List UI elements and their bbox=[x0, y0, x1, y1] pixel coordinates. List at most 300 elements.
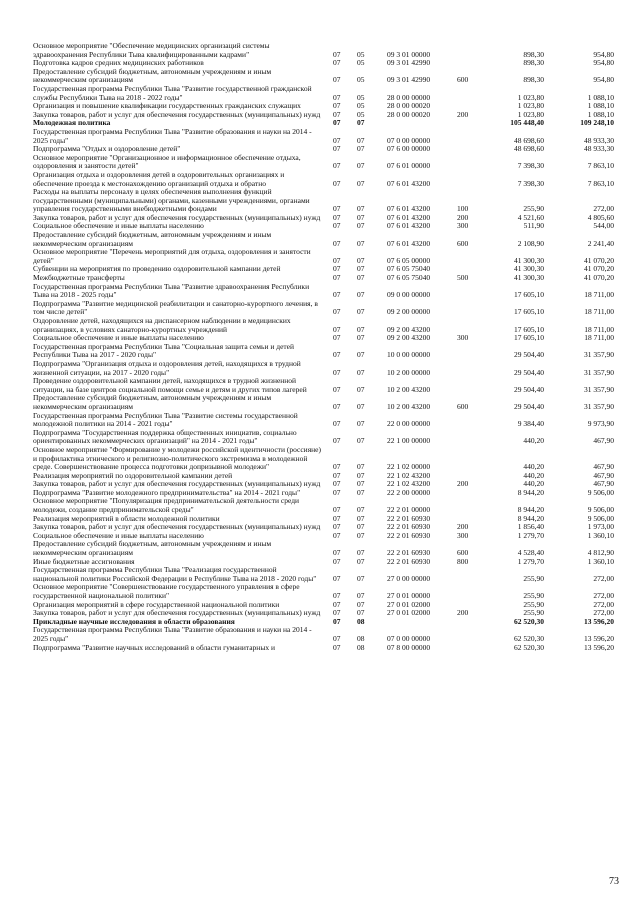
row-expense-type: 200 bbox=[457, 479, 469, 489]
row-expense-type bbox=[457, 128, 483, 145]
row-amount-year-1: 62 520,30 bbox=[514, 616, 544, 626]
row-amount-year-2: 31 357,90 bbox=[584, 401, 614, 411]
row-target-article: 22 2 01 60930 bbox=[387, 556, 431, 566]
row-amount-year-1: 7 398,30 bbox=[517, 161, 544, 171]
table-row bbox=[33, 497, 614, 514]
row-amount-year-1: 898,30 bbox=[523, 49, 544, 59]
row-target-article: 07 0 00 00000 bbox=[387, 135, 431, 145]
row-section-code: 07 bbox=[333, 135, 341, 145]
table-row bbox=[33, 188, 614, 214]
row-target-article: 22 1 02 43200 bbox=[387, 479, 431, 489]
row-section-code: 07 bbox=[333, 75, 341, 85]
row-amount-year-2: 467,90 bbox=[593, 470, 614, 480]
row-amount-year-2: 954,80 bbox=[593, 58, 614, 68]
row-subsection-code: 08 bbox=[357, 633, 365, 643]
row-target-article bbox=[387, 119, 457, 128]
table-row bbox=[33, 583, 614, 600]
row-subsection-code: 07 bbox=[357, 462, 365, 472]
row-expense-type bbox=[457, 317, 483, 334]
row-name: Организация отдыха и оздоровления детей в оздоровительных организациях и обеспечение проезда к местонахождению организаций отдыха и обратно bbox=[33, 169, 285, 188]
row-name: Государственная программа Республики Тыва "Социальная защита семьи и детей Республики Тыва на 2017 - 2020 годы" bbox=[33, 341, 295, 360]
row-expense-type: 600 bbox=[457, 548, 469, 558]
row-expense-type: 600 bbox=[457, 75, 469, 85]
row-amount-year-2: 1 360,10 bbox=[587, 530, 614, 540]
row-amount-year-2: 272,00 bbox=[593, 573, 614, 583]
row-section-code: 07 bbox=[333, 367, 341, 377]
row-name: Организация мероприятий в сфере государственной национальной политики bbox=[33, 599, 280, 609]
row-expense-type bbox=[457, 412, 483, 429]
row-amount-year-2: 1 360,10 bbox=[587, 556, 614, 566]
row-expense-type: 300 bbox=[457, 530, 469, 540]
table-row bbox=[33, 171, 614, 188]
row-expense-type bbox=[457, 429, 483, 446]
row-name: Межбюджетные трансферты bbox=[33, 273, 125, 283]
row-target-article: 07 6 01 43200 bbox=[387, 221, 431, 231]
row-section-code: 07 bbox=[333, 238, 341, 248]
row-subsection-code: 07 bbox=[357, 548, 365, 558]
row-target-article: 09 2 00 43200 bbox=[387, 324, 431, 334]
row-amount-year-2: 13 596,20 bbox=[584, 642, 614, 652]
table-row bbox=[33, 566, 614, 583]
row-expense-type bbox=[457, 248, 483, 265]
row-subsection-code: 07 bbox=[357, 204, 365, 214]
row-target-article: 07 0 00 00000 bbox=[387, 633, 431, 643]
row-name: Реализация мероприятий по оздоровительной кампании детей bbox=[33, 470, 233, 480]
table-row bbox=[33, 317, 614, 334]
row-target-article: 07 6 00 00000 bbox=[387, 144, 431, 154]
table-row bbox=[33, 394, 614, 411]
row-amount-year-2: 9 506,00 bbox=[587, 487, 614, 497]
row-amount-year-2: 18 711,00 bbox=[584, 324, 614, 334]
row-name: Основное мероприятие "Обеспечение медицинских организаций системы здравоохранения Республики Тыва квалифицированными кадрами" bbox=[33, 41, 270, 59]
row-amount-year-2: 9 506,00 bbox=[587, 513, 614, 523]
row-amount-year-1: 29 504,40 bbox=[514, 367, 544, 377]
row-name: Проведение оздоровительной кампании детей, находящихся в трудной жизненной ситуации, на базе центров социальной помощи семье и детям и других типов лагерей bbox=[33, 376, 307, 394]
table-row bbox=[33, 644, 614, 653]
row-expense-type bbox=[457, 119, 483, 128]
row-amount-year-2: 467,90 bbox=[593, 436, 614, 446]
row-amount-year-2: 18 711,00 bbox=[584, 333, 614, 343]
row-subsection-code: 07 bbox=[357, 608, 365, 618]
row-expense-type: 200 bbox=[457, 522, 469, 532]
row-name: Основное мероприятие "Популяризация предпринимательской деятельности среди молодежи, создание предпринимательской среды" bbox=[33, 496, 300, 515]
row-amount-year-2: 41 070,20 bbox=[584, 273, 614, 283]
row-expense-type bbox=[457, 566, 483, 583]
row-subsection-code: 07 bbox=[357, 350, 365, 360]
row-amount-year-1: 898,30 bbox=[523, 75, 544, 85]
row-section-code: 07 bbox=[333, 479, 341, 489]
row-amount-year-2: 2 241,40 bbox=[587, 238, 614, 248]
row-amount-year-1: 29 504,40 bbox=[514, 401, 544, 411]
row-amount-year-1: 8 944,20 bbox=[517, 505, 544, 515]
row-subsection-code: 07 bbox=[357, 290, 365, 300]
row-name: Подпрограмма "Развитие медицинской реабилитации и санаторно-курортного лечения, в том числе детей" bbox=[33, 298, 318, 317]
row-expense-type bbox=[457, 497, 483, 514]
row-target-article: 27 0 01 00000 bbox=[387, 591, 431, 600]
row-amount-year-1: 29 504,40 bbox=[514, 350, 544, 360]
row-subsection-code: 07 bbox=[357, 238, 365, 248]
row-amount-year-1: 48 698,60 bbox=[514, 135, 544, 145]
row-amount-year-1: 8 944,20 bbox=[517, 513, 544, 523]
row-expense-type: 600 bbox=[457, 401, 469, 411]
row-section-code: 07 bbox=[333, 633, 341, 643]
row-section-code: 07 bbox=[333, 530, 341, 540]
row-name: Подпрограмма "Развитие молодежного предпринимательства" на 2014 - 2021 годы" bbox=[33, 487, 301, 497]
row-section-code: 07 bbox=[333, 470, 341, 480]
row-section-code: 07 bbox=[333, 92, 341, 102]
row-subsection-code: 07 bbox=[357, 273, 365, 283]
row-subsection-code: 07 bbox=[357, 556, 365, 566]
table-row bbox=[33, 300, 614, 317]
row-amount-year-1: 1 279,70 bbox=[517, 556, 544, 566]
table-row bbox=[33, 360, 614, 377]
row-amount-year-1: 255,90 bbox=[523, 599, 544, 609]
row-subsection-code: 07 bbox=[357, 144, 365, 154]
row-expense-type bbox=[457, 618, 483, 627]
table-row bbox=[33, 68, 614, 85]
row-amount-year-1: 255,90 bbox=[523, 204, 544, 214]
row-section-code: 07 bbox=[333, 212, 341, 222]
row-amount-year-1: 1 856,40 bbox=[517, 522, 544, 532]
row-amount-year-2: 467,90 bbox=[593, 462, 614, 472]
row-name: Социальное обеспечение и иные выплаты населению bbox=[33, 333, 204, 343]
row-amount-year-2: 467,90 bbox=[593, 479, 614, 489]
row-expense-type: 600 bbox=[457, 238, 469, 248]
row-section-code: 07 bbox=[333, 436, 341, 446]
row-subsection-code: 07 bbox=[357, 307, 365, 317]
row-amount-year-2: 4 805,60 bbox=[587, 212, 614, 222]
row-name: Закупка товаров, работ и услуг для обеспечения государственных (муниципальных) нужд bbox=[33, 479, 321, 489]
row-expense-type: 300 bbox=[457, 221, 469, 231]
table-row bbox=[33, 248, 614, 265]
table-row bbox=[33, 154, 614, 171]
row-section-code: 07 bbox=[333, 290, 341, 300]
row-subsection-code: 07 bbox=[357, 324, 365, 334]
row-expense-type: 500 bbox=[457, 273, 469, 283]
row-amount-year-2: 272,00 bbox=[593, 591, 614, 600]
row-target-article: 07 6 01 43200 bbox=[387, 238, 431, 248]
row-amount-year-2: 31 357,90 bbox=[584, 350, 614, 360]
row-expense-type bbox=[457, 85, 483, 102]
row-name: Государственная программа Республики Тыва "Развитие системы государственной молодежной политики на 2014 - 2021 годы" bbox=[33, 410, 298, 429]
row-section-code: 07 bbox=[333, 264, 341, 274]
row-section-code: 07 bbox=[333, 101, 341, 111]
row-target-article: 10 2 00 00000 bbox=[387, 367, 431, 377]
row-section-code: 07 bbox=[333, 462, 341, 472]
table-row bbox=[33, 626, 614, 643]
row-section-code: 07 bbox=[333, 513, 341, 523]
row-name: Предоставление субсидий бюджетным, автономным учреждениям и иным некоммерческим организациям bbox=[33, 539, 272, 558]
row-amount-year-1: 17 605,10 bbox=[514, 290, 544, 300]
row-name: Организация и повышение квалификации государственных гражданских служащих bbox=[33, 101, 301, 111]
row-amount-year-2: 1 973,00 bbox=[587, 522, 614, 532]
row-subsection-code: 07 bbox=[357, 487, 365, 497]
row-amount-year-2: 7 863,10 bbox=[587, 178, 614, 188]
row-section-code: 07 bbox=[333, 573, 341, 583]
row-name: Основное мероприятие "Организационное и информационное обеспечение отдыха, оздоровления и занятости детей" bbox=[33, 152, 301, 171]
row-target-article: 22 2 01 60930 bbox=[387, 522, 431, 532]
row-section-code: 07 bbox=[333, 333, 341, 343]
row-subsection-code: 07 bbox=[357, 221, 365, 231]
row-subsection-code: 07 bbox=[357, 384, 365, 394]
row-subsection-code: 07 bbox=[357, 401, 365, 411]
row-subsection-code: 07 bbox=[357, 212, 365, 222]
row-amount-year-2: 41 070,20 bbox=[584, 255, 614, 265]
row-subsection-code: 07 bbox=[357, 367, 365, 377]
row-amount-year-1: 41 300,30 bbox=[514, 255, 544, 265]
row-name: Государственная программа Республики Тыва "Развитие здравоохранения Республики Тыва на 2018 - 2025 годы" bbox=[33, 281, 310, 300]
row-amount-year-2: 272,00 bbox=[593, 599, 614, 609]
row-target-article: 09 2 00 00000 bbox=[387, 307, 431, 317]
table-row bbox=[33, 446, 614, 472]
row-amount-year-1: 62 520,30 bbox=[514, 633, 544, 643]
row-section-code: 07 bbox=[333, 161, 341, 171]
row-subsection-code: 07 bbox=[357, 333, 365, 343]
row-target-article: 22 0 00 00000 bbox=[387, 419, 431, 429]
row-subsection-code: 07 bbox=[357, 419, 365, 429]
row-amount-year-2: 9 506,00 bbox=[587, 505, 614, 515]
row-target-article: 07 6 05 00000 bbox=[387, 255, 431, 265]
row-name: Молодежная политика bbox=[33, 118, 111, 128]
row-target-article: 22 1 00 00000 bbox=[387, 436, 431, 446]
row-expense-type bbox=[457, 644, 483, 653]
row-target-article: 07 6 05 75040 bbox=[387, 264, 431, 274]
page-number: 73 bbox=[609, 876, 619, 887]
row-section-code: 07 bbox=[333, 144, 341, 154]
row-amount-year-1: 1 023,80 bbox=[517, 101, 544, 111]
row-target-article: 10 2 00 43200 bbox=[387, 384, 431, 394]
row-subsection-code: 07 bbox=[357, 505, 365, 515]
row-expense-type bbox=[457, 59, 483, 68]
row-amount-year-2: 18 711,00 bbox=[584, 290, 614, 300]
row-target-article: 22 1 02 00000 bbox=[387, 462, 431, 472]
row-amount-year-2: 544,00 bbox=[593, 221, 614, 231]
row-amount-year-1: 1 023,80 bbox=[517, 92, 544, 102]
row-amount-year-1: 440,20 bbox=[523, 479, 544, 489]
row-section-code: 07 bbox=[333, 487, 341, 497]
row-amount-year-1: 17 605,10 bbox=[514, 307, 544, 317]
row-name: Основное мероприятие "Формирование у молодежи российской идентичности (россияне) и профилактика этнического и религиозно-политического экстремизма в молодежной среде. Совершенствование процесса подготовки допризывной молодежи" bbox=[33, 444, 321, 472]
row-expense-type bbox=[457, 171, 483, 188]
row-amount-year-1: 48 698,60 bbox=[514, 144, 544, 154]
row-expense-type bbox=[457, 42, 483, 59]
row-expense-type bbox=[457, 489, 483, 498]
row-amount-year-1: 1 279,70 bbox=[517, 530, 544, 540]
row-amount-year-1: 7 398,30 bbox=[517, 178, 544, 188]
row-name: Подготовка кадров средних медицинских работников bbox=[33, 58, 204, 68]
row-amount-year-1: 440,20 bbox=[523, 462, 544, 472]
row-amount-year-2: 1 088,10 bbox=[587, 92, 614, 102]
row-amount-year-1: 4 521,60 bbox=[517, 212, 544, 222]
row-name: Основное мероприятие "Перечень мероприятий для отдыха, оздоровления и занятости детей" bbox=[33, 247, 311, 265]
row-section-code: 07 bbox=[333, 616, 341, 626]
row-name: Предоставление субсидий бюджетным, автономным учреждениям и иным некоммерческим организациям bbox=[33, 230, 272, 248]
row-amount-year-2: 48 933,30 bbox=[584, 144, 614, 154]
row-section-code: 07 bbox=[333, 324, 341, 334]
row-section-code: 07 bbox=[333, 255, 341, 265]
row-amount-year-2: 954,80 bbox=[593, 49, 614, 59]
row-subsection-code: 05 bbox=[357, 49, 365, 59]
row-expense-type bbox=[457, 343, 483, 360]
row-subsection-code: 07 bbox=[357, 255, 365, 265]
row-target-article: 22 2 00 00000 bbox=[387, 487, 431, 497]
row-subsection-code: 05 bbox=[357, 109, 365, 119]
row-amount-year-2: 48 933,30 bbox=[584, 135, 614, 145]
row-subsection-code: 07 bbox=[357, 118, 365, 128]
row-name: Государственная программа Республики Тыва "Развитие образования и науки на 2014 - 2025 годы" bbox=[33, 126, 312, 145]
row-subsection-code: 07 bbox=[357, 436, 365, 446]
row-subsection-code: 07 bbox=[357, 599, 365, 609]
row-amount-year-1: 1 023,80 bbox=[517, 109, 544, 119]
row-subsection-code: 07 bbox=[357, 530, 365, 540]
row-target-article: 07 8 00 00000 bbox=[387, 642, 431, 652]
row-amount-year-1: 255,90 bbox=[523, 573, 544, 583]
row-expense-type bbox=[457, 300, 483, 317]
table-row bbox=[33, 231, 614, 248]
row-expense-type: 100 bbox=[457, 204, 469, 214]
row-amount-year-1: 4 528,40 bbox=[517, 548, 544, 558]
row-section-code: 07 bbox=[333, 307, 341, 317]
row-subsection-code: 05 bbox=[357, 101, 365, 111]
row-target-article: 07 6 01 43200 bbox=[387, 204, 431, 214]
row-name: Закупка товаров, работ и услуг для обеспечения государственных (муниципальных) нужд bbox=[33, 212, 321, 222]
row-section-code: 07 bbox=[333, 109, 341, 119]
row-name: Субвенции на мероприятия по проведению оздоровительной кампании детей bbox=[33, 264, 281, 274]
row-target-article: 27 0 01 02000 bbox=[387, 608, 431, 618]
row-section-code: 07 bbox=[333, 49, 341, 59]
row-target-article: 22 2 01 00000 bbox=[387, 505, 431, 515]
row-subsection-code: 07 bbox=[357, 573, 365, 583]
table-row bbox=[33, 343, 614, 360]
row-subsection-code: 07 bbox=[357, 591, 365, 600]
row-name: Реализация мероприятий в области молодежной политики bbox=[33, 513, 220, 523]
row-subsection-code: 07 bbox=[357, 135, 365, 145]
row-name: Социальное обеспечение и иные выплаты населению bbox=[33, 221, 204, 231]
row-expense-type bbox=[457, 145, 483, 154]
row-target-article: 09 3 01 42990 bbox=[387, 58, 431, 68]
row-amount-year-2: 272,00 bbox=[593, 608, 614, 618]
row-amount-year-1: 41 300,30 bbox=[514, 264, 544, 274]
row-name: Закупка товаров, работ и услуг для обеспечения государственных (муниципальных) нужд bbox=[33, 608, 321, 618]
row-section-code: 07 bbox=[333, 608, 341, 618]
table-row bbox=[33, 377, 614, 394]
row-subsection-code: 07 bbox=[357, 513, 365, 523]
row-expense-type: 800 bbox=[457, 556, 469, 566]
row-section-code: 07 bbox=[333, 118, 341, 128]
row-amount-year-2: 13 596,20 bbox=[584, 633, 614, 643]
row-name: Государственная программа Республики Тыва "Развитие государственной гражданской службы Республики Тыва на 2018 - 2022 годы" bbox=[33, 83, 312, 102]
row-amount-year-1: 2 108,90 bbox=[517, 238, 544, 248]
row-name: Прикладные научные исследования в области образования bbox=[33, 616, 235, 626]
row-subsection-code: 05 bbox=[357, 92, 365, 102]
row-section-code: 07 bbox=[333, 350, 341, 360]
table-row bbox=[33, 85, 614, 102]
row-amount-year-2: 1 088,10 bbox=[587, 101, 614, 111]
table-row bbox=[33, 540, 614, 557]
table-row bbox=[33, 42, 614, 59]
row-target-article: 09 2 00 43200 bbox=[387, 333, 431, 343]
row-expense-type bbox=[457, 626, 483, 643]
row-amount-year-1: 9 384,40 bbox=[517, 419, 544, 429]
row-target-article: 27 0 01 02000 bbox=[387, 599, 431, 609]
row-subsection-code: 05 bbox=[357, 75, 365, 85]
row-subsection-code: 07 bbox=[357, 178, 365, 188]
row-target-article: 07 6 01 43200 bbox=[387, 178, 431, 188]
row-amount-year-2: 272,00 bbox=[593, 204, 614, 214]
row-section-code: 07 bbox=[333, 273, 341, 283]
table-body bbox=[33, 42, 614, 652]
row-amount-year-1: 17 605,10 bbox=[514, 333, 544, 343]
row-name: Оздоровление детей, находящихся на диспансерном наблюдении в медицинских организациях, в условиях санаторно-курортных учреждений bbox=[33, 316, 291, 334]
row-amount-year-2: 13 596,20 bbox=[584, 616, 614, 626]
row-target-article: 28 0 00 00020 bbox=[387, 101, 431, 111]
row-amount-year-2: 41 070,20 bbox=[584, 264, 614, 274]
row-section-code: 07 bbox=[333, 522, 341, 532]
row-target-article: 22 1 02 43200 bbox=[387, 470, 431, 480]
row-target-article: 07 6 01 00000 bbox=[387, 161, 431, 171]
row-amount-year-2: 109 248,10 bbox=[580, 118, 614, 128]
row-amount-year-1: 8 944,20 bbox=[517, 487, 544, 497]
budget-table bbox=[33, 42, 614, 652]
row-section-code: 07 bbox=[333, 548, 341, 558]
row-target-article: 09 0 00 00000 bbox=[387, 290, 431, 300]
row-amount-year-2: 31 357,90 bbox=[584, 367, 614, 377]
row-expense-type: 200 bbox=[457, 109, 469, 119]
row-expense-type bbox=[457, 360, 483, 377]
row-expense-type bbox=[457, 283, 483, 300]
row-name: Подпрограмма "Отдых и оздоровление детей" bbox=[33, 144, 181, 154]
row-section-code: 07 bbox=[333, 505, 341, 515]
row-name: Закупка товаров, работ и услуг для обеспечения государственных (муниципальных) нужд bbox=[33, 522, 321, 532]
row-expense-type bbox=[457, 377, 483, 394]
row-name: Основное мероприятие "Совершенствование государственного управления в сфере государственной национальной политики" bbox=[33, 582, 300, 600]
row-target-article: 28 0 00 00000 bbox=[387, 92, 431, 102]
row-amount-year-1: 29 504,40 bbox=[514, 384, 544, 394]
row-section-code: 07 bbox=[333, 556, 341, 566]
row-target-article: 22 2 01 60930 bbox=[387, 530, 431, 540]
row-expense-type bbox=[457, 583, 483, 600]
row-amount-year-1: 511,90 bbox=[523, 221, 544, 231]
row-section-code: 07 bbox=[333, 591, 341, 600]
row-section-code: 07 bbox=[333, 401, 341, 411]
row-section-code: 07 bbox=[333, 58, 341, 68]
row-subsection-code: 07 bbox=[357, 264, 365, 274]
row-subsection-code: 08 bbox=[357, 642, 365, 652]
row-target-article bbox=[387, 618, 457, 627]
row-target-article: 28 0 00 00020 bbox=[387, 109, 431, 119]
row-section-code: 07 bbox=[333, 204, 341, 214]
row-name: Иные бюджетные ассигнования bbox=[33, 556, 135, 566]
row-amount-year-2: 4 812,90 bbox=[587, 548, 614, 558]
row-target-article: 27 0 00 00000 bbox=[387, 573, 431, 583]
row-amount-year-1: 255,90 bbox=[523, 608, 544, 618]
row-amount-year-2: 7 863,10 bbox=[587, 161, 614, 171]
row-amount-year-1: 62 520,30 bbox=[514, 642, 544, 652]
row-expense-type bbox=[457, 446, 483, 472]
row-section-code: 07 bbox=[333, 221, 341, 231]
table-row bbox=[33, 128, 614, 145]
row-amount-year-2: 9 973,90 bbox=[587, 419, 614, 429]
row-name: Расходы на выплаты персоналу в целях обеспечения выполнения функций государственными (муниципальными) органами, казенными учреждениями, органами управления государственными внебюджетными фондами bbox=[33, 187, 310, 214]
row-name: Подпрограмма "Государственная поддержка общественных инициатив, социально ориентированных некоммерческих организаций" на 2014 - 2021 годы" bbox=[33, 427, 297, 446]
row-section-code: 07 bbox=[333, 642, 341, 652]
row-name: Предоставление субсидий бюджетным, автономным учреждениям и иным некоммерческим организациям bbox=[33, 393, 272, 411]
row-amount-year-2: 1 088,10 bbox=[587, 109, 614, 119]
row-name: Подпрограмма "Организация отдыха и оздоровления детей, находящихся в трудной жизненной ситуации, на 2017 - 2020 годы" bbox=[33, 358, 301, 377]
row-amount-year-1: 898,30 bbox=[523, 58, 544, 68]
table-row bbox=[33, 412, 614, 429]
row-name: Государственная программа Республики Тыва "Развитие образования и науки на 2014 - 2025 годы" bbox=[33, 625, 312, 643]
